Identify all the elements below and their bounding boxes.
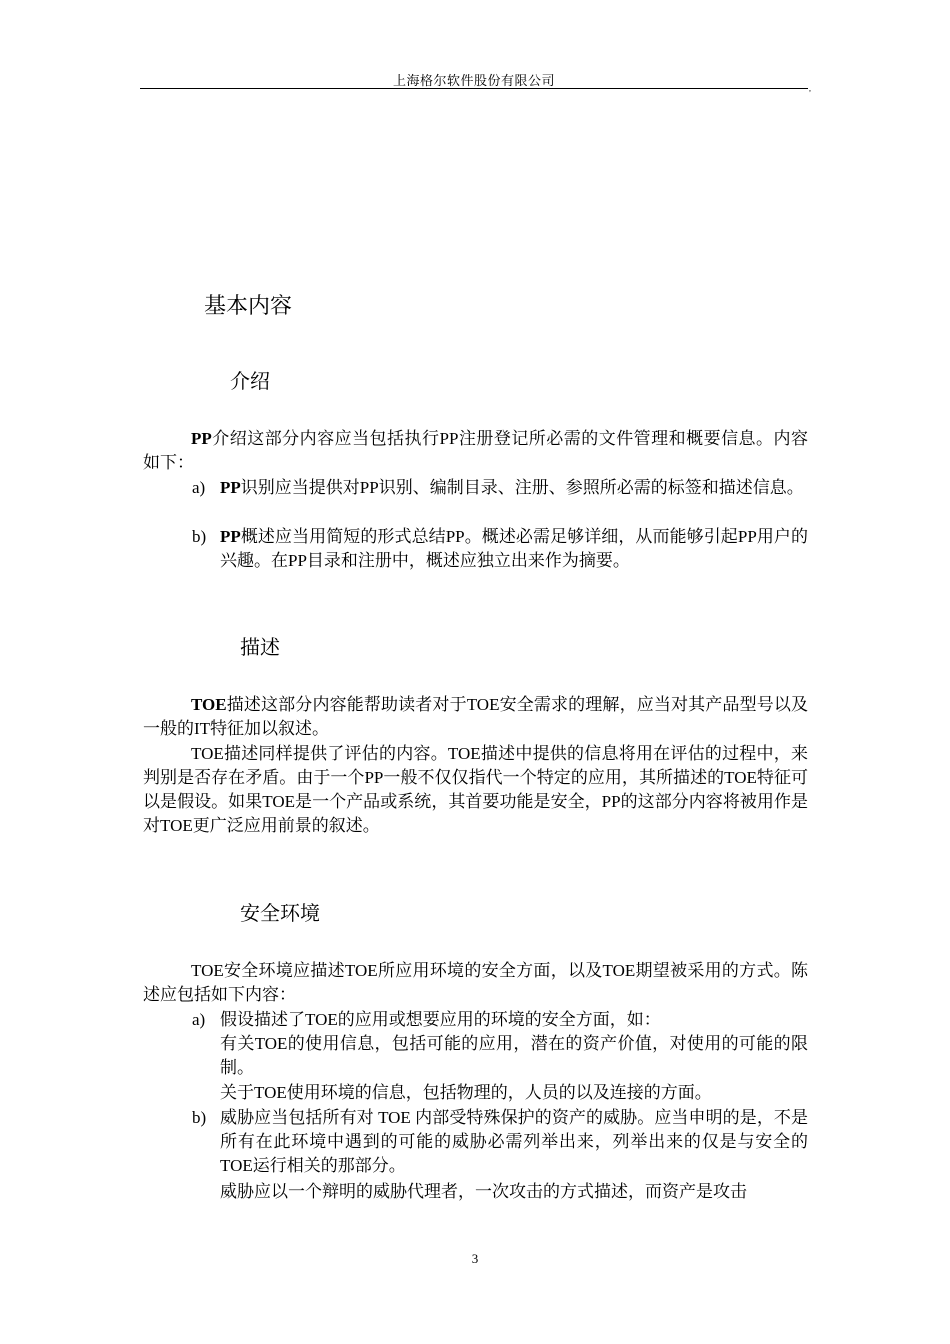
desc-paragraph-2: TOE描述同样提供了评估的内容。TOE描述中提供的信息将用在评估的过程中，来判别是否存在矛盾。由于一个PP一般不仅仅指代一个特定的应用，其所描述的TOE特征可以是假设。如果TOE是一个产品或系统，其首要功能是安全，PP的这部分内容将被用作是对TOE更广泛应用前景的叙述。 bbox=[143, 744, 808, 835]
intro-item-a-text: 识别应当提供对PP识别、编制目录、注册、参照所必需的标签和描述信息。 bbox=[240, 478, 804, 497]
intro-paragraph bbox=[143, 427, 808, 475]
env-item-b bbox=[192, 1106, 808, 1178]
header-mark: , bbox=[809, 84, 811, 93]
heading-main: 基本内容 bbox=[204, 294, 293, 319]
intro-item-a-label: a) bbox=[192, 478, 206, 497]
header-company: 上海格尔软件股份有限公司 bbox=[392, 73, 555, 88]
heading-env: 安全环境 bbox=[240, 901, 320, 925]
intro-item-b-text: 概述应当用简短的形式总结PP。概述必需足够详细，从而能够引起PP用户的兴趣。在PP目录和注册中，概述应独立出来作为摘要。 bbox=[220, 527, 808, 570]
env-item-a-label: a) bbox=[192, 1010, 206, 1029]
intro-item-a-lead: PP bbox=[220, 478, 241, 497]
env-item-a-text: 假设描述了TOE的应用或想要应用的环境的安全方面，如： bbox=[220, 1010, 661, 1029]
heading-intro: 介绍 bbox=[230, 369, 270, 393]
intro-item-b-label: b) bbox=[192, 527, 207, 546]
intro-item-b-lead: PP bbox=[220, 527, 241, 546]
header-rule bbox=[140, 88, 808, 89]
intro-lead: PP bbox=[191, 429, 212, 448]
desc-paragraph-1 bbox=[143, 693, 808, 741]
env-item-a bbox=[192, 1008, 808, 1032]
env-item-b-text: 威胁应当包括所有对 TOE 内部受特殊保护的资产的威胁。应当申明的是，不是所有在此环境中遇到的可能的威胁必需列举出来，列举出来的仅是与安全的TOE运行相关的那部分。 bbox=[220, 1108, 808, 1175]
heading-desc: 描述 bbox=[240, 635, 280, 659]
intro-item-b bbox=[192, 525, 808, 573]
desc-lead: TOE bbox=[191, 695, 227, 714]
page-number: 3 bbox=[471, 1251, 479, 1266]
intro-text: 介绍这部分内容应当包括执行PP注册登记所必需的文件管理和概要信息。内容如下： bbox=[143, 429, 808, 472]
env-paragraph: TOE安全环境应描述TOE所应用环境的安全方面，以及TOE期望被采用的方式。陈述应包括如下内容： bbox=[143, 961, 808, 1004]
desc-text-1: 描述这部分内容能帮助读者对于TOE安全需求的理解，应当对其产品型号以及一般的IT特征加以叙述。 bbox=[143, 695, 808, 738]
intro-item-a bbox=[192, 476, 808, 500]
env-item-a-sub-1: 有关TOE的使用信息，包括可能的应用，潜在的资产价值，对使用的可能的限制。 bbox=[220, 1034, 808, 1077]
env-item-b-label: b) bbox=[192, 1108, 207, 1127]
env-item-b-sub-1: 威胁应以一个辩明的威胁代理者，一次攻击的方式描述，而资产是攻击 bbox=[220, 1182, 747, 1201]
env-item-a-sub-2: 关于TOE使用环境的信息，包括物理的，人员的以及连接的方面。 bbox=[220, 1083, 712, 1102]
